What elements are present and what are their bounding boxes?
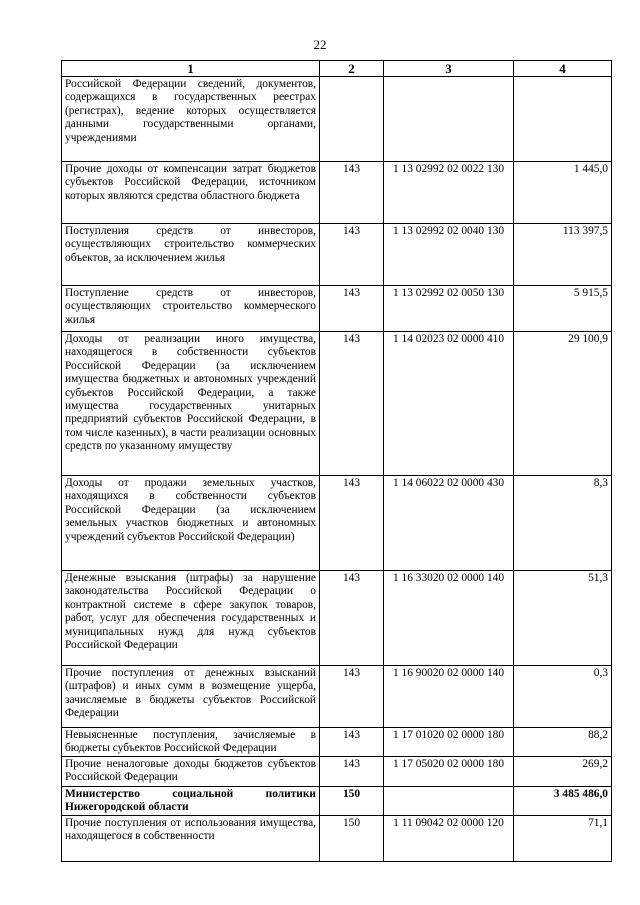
row-admin-code: 143 xyxy=(320,757,384,787)
table-row xyxy=(62,224,612,286)
row-admin-code xyxy=(320,77,384,162)
row-amount: 88,2 xyxy=(514,728,612,757)
row-admin-code: 143 xyxy=(320,332,384,476)
row-amount: 8,3 xyxy=(514,476,612,571)
table-row xyxy=(62,666,612,728)
row-amount: 1 445,0 xyxy=(514,162,612,224)
column-header-admin-code: 2 xyxy=(320,61,384,77)
row-admin-code: 143 xyxy=(320,571,384,666)
row-amount xyxy=(514,77,612,162)
row-budget-code xyxy=(384,77,514,162)
row-amount: 51,3 xyxy=(514,571,612,666)
row-description: Денежные взыскания (штрафы) за нарушение законодательства Российской Федерации о контрактной системе в сфере закупок товаров, работ, услуг для обеспечения государственных и муниципальных нужд для нужд субъектов Российской Федерации xyxy=(62,571,320,666)
row-admin-code: 143 xyxy=(320,666,384,728)
row-budget-code: 1 17 01020 02 0000 180 xyxy=(384,728,514,757)
table-row xyxy=(62,476,612,571)
row-admin-code: 143 xyxy=(320,224,384,286)
row-description: Поступления средств от инвесторов, осуществляющих строительство коммерческих объектов, за исключением жилья xyxy=(62,224,320,286)
revenue-table xyxy=(61,60,612,862)
column-header-description: 1 xyxy=(62,61,320,77)
row-amount: 5 915,5 xyxy=(514,286,612,332)
row-description: Прочие неналоговые доходы бюджетов субъектов Российской Федерации xyxy=(62,757,320,787)
row-budget-code: 1 14 02023 02 0000 410 xyxy=(384,332,514,476)
row-description: Министерство социальной политики Нижегородской области xyxy=(62,787,320,816)
row-amount: 0,3 xyxy=(514,666,612,728)
row-amount: 113 397,5 xyxy=(514,224,612,286)
row-admin-code: 150 xyxy=(320,787,384,816)
row-admin-code: 143 xyxy=(320,162,384,224)
row-admin-code: 143 xyxy=(320,286,384,332)
row-amount: 269,2 xyxy=(514,757,612,787)
row-description: Прочие доходы от компенсации затрат бюджетов субъектов Российской Федерации, источником которых являются средства областного бюджета xyxy=(62,162,320,224)
row-description: Невыясненные поступления, зачисляемые в бюджеты субъектов Российской Федерации xyxy=(62,728,320,757)
page-number: 22 xyxy=(313,37,327,52)
row-amount: 71,1 xyxy=(514,816,612,862)
row-description: Российской Федерации сведений, документов, содержащихся в государственных реестрах (регистрах), ведение которых осуществляется данными государственными органами, учреждениями xyxy=(62,77,320,162)
row-budget-code: 1 17 05020 02 0000 180 xyxy=(384,757,514,787)
row-description: Прочие поступления от денежных взысканий (штрафов) и иных сумм в возмещение ущерба, зачисляемые в бюджеты субъектов Российской Федерации xyxy=(62,666,320,728)
table-row xyxy=(62,162,612,224)
row-budget-code: 1 14 06022 02 0000 430 xyxy=(384,476,514,571)
row-amount: 3 485 486,0 xyxy=(514,787,612,816)
row-budget-code xyxy=(384,787,514,816)
row-description: Доходы от реализации иного имущества, находящегося в собственности субъектов Российской Федерации (за исключением имущества бюджетных и автономных учреждений субъектов Российской Федерации, а также имущества государственных унитарных предприятий субъектов Российской Федерации, в том числе казенных), в части реализации основных средств по указанному имуществу xyxy=(62,332,320,476)
table-row xyxy=(62,571,612,666)
table-row xyxy=(62,332,612,476)
table-row xyxy=(62,816,612,862)
row-budget-code: 1 16 33020 02 0000 140 xyxy=(384,571,514,666)
row-admin-code: 143 xyxy=(320,728,384,757)
table-row xyxy=(62,77,612,162)
row-description: Доходы от продажи земельных участков, находящихся в собственности субъектов Российской Федерации (за исключением земельных участков бюджетных и автономных учреждений субъектов Российской Федерации) xyxy=(62,476,320,571)
row-admin-code: 150 xyxy=(320,816,384,862)
row-budget-code: 1 13 02992 02 0050 130 xyxy=(384,286,514,332)
table-row xyxy=(62,787,612,816)
row-budget-code: 1 13 02992 02 0022 130 xyxy=(384,162,514,224)
row-budget-code: 1 11 09042 02 0000 120 xyxy=(384,816,514,862)
table-row xyxy=(62,757,612,787)
table-row xyxy=(62,728,612,757)
row-description: Поступление средств от инвесторов, осуществляющих строительство коммерческого жилья xyxy=(62,286,320,332)
table-body xyxy=(62,77,612,862)
column-header-amount: 4 xyxy=(514,61,612,77)
table-header-row xyxy=(62,61,612,77)
row-budget-code: 1 13 02992 02 0040 130 xyxy=(384,224,514,286)
row-budget-code: 1 16 90020 02 0000 140 xyxy=(384,666,514,728)
column-header-budget-code: 3 xyxy=(384,61,514,77)
row-description: Прочие поступления от использования имущества, находящегося в собственности xyxy=(62,816,320,862)
table-row xyxy=(62,286,612,332)
row-admin-code: 143 xyxy=(320,476,384,571)
row-amount: 29 100,9 xyxy=(514,332,612,476)
